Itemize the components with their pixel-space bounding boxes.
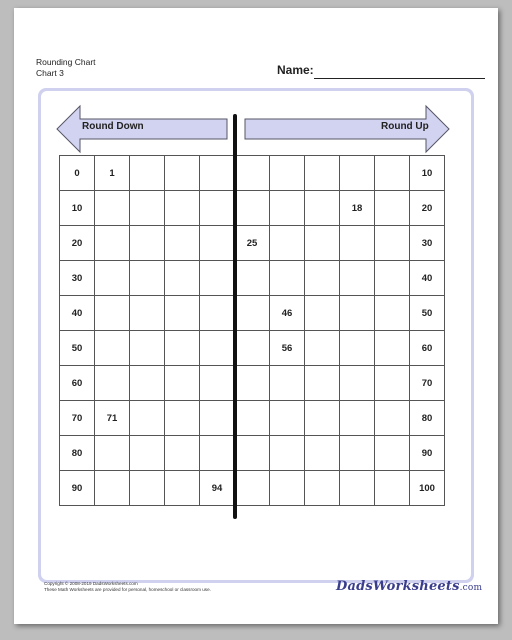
grid-cell: 60 bbox=[60, 366, 95, 401]
grid-cell bbox=[165, 471, 200, 506]
grid-cell bbox=[305, 261, 340, 296]
grid-cell bbox=[340, 401, 375, 436]
grid-cell bbox=[165, 191, 200, 226]
grid-cell bbox=[375, 436, 410, 471]
logo-suffix: .com bbox=[459, 583, 483, 593]
grid-cell bbox=[235, 331, 270, 366]
table-row bbox=[60, 156, 445, 191]
grid-cell bbox=[305, 296, 340, 331]
grid-cell: 25 bbox=[235, 226, 270, 261]
grid-cell bbox=[235, 436, 270, 471]
grid-cell: 60 bbox=[410, 331, 445, 366]
table-row bbox=[60, 471, 445, 506]
grid-cell bbox=[270, 436, 305, 471]
round-up-label: Round Up bbox=[381, 121, 429, 132]
grid-cell bbox=[200, 156, 235, 191]
grid-cell: 40 bbox=[60, 296, 95, 331]
grid-cell bbox=[375, 261, 410, 296]
grid-cell bbox=[340, 331, 375, 366]
grid-cell bbox=[270, 261, 305, 296]
grid-cell bbox=[200, 366, 235, 401]
grid-cell bbox=[200, 191, 235, 226]
grid-cell bbox=[95, 296, 130, 331]
grid-cell bbox=[130, 436, 165, 471]
grid-cell bbox=[305, 191, 340, 226]
grid-cell: 100 bbox=[410, 471, 445, 506]
grid-cell bbox=[375, 401, 410, 436]
grid-cell: 80 bbox=[410, 401, 445, 436]
grid-cell bbox=[165, 226, 200, 261]
grid-cell bbox=[165, 366, 200, 401]
grid-cell bbox=[200, 226, 235, 261]
grid-cell bbox=[235, 156, 270, 191]
grid-cell bbox=[270, 156, 305, 191]
grid-cell bbox=[235, 401, 270, 436]
grid-cell: 46 bbox=[270, 296, 305, 331]
grid-cell: 30 bbox=[410, 226, 445, 261]
worksheet-title: Rounding Chart bbox=[36, 57, 96, 67]
grid-cell bbox=[95, 366, 130, 401]
grid-cell bbox=[375, 366, 410, 401]
grid-cell bbox=[130, 331, 165, 366]
grid-cell bbox=[165, 156, 200, 191]
grid-cell bbox=[340, 471, 375, 506]
grid-cell bbox=[165, 331, 200, 366]
grid-cell bbox=[270, 366, 305, 401]
grid-cell bbox=[305, 471, 340, 506]
grid-cell bbox=[270, 191, 305, 226]
grid-cell: 10 bbox=[60, 191, 95, 226]
table-row bbox=[60, 226, 445, 261]
grid-cell bbox=[200, 296, 235, 331]
grid-cell: 50 bbox=[410, 296, 445, 331]
table-row bbox=[60, 296, 445, 331]
grid-cell: 90 bbox=[410, 436, 445, 471]
grid-cell bbox=[305, 226, 340, 261]
grid-cell: 18 bbox=[340, 191, 375, 226]
dadsworksheets-logo bbox=[336, 579, 482, 594]
grid-cell bbox=[340, 226, 375, 261]
grid-cell bbox=[305, 436, 340, 471]
footer-text bbox=[44, 581, 211, 593]
grid-cell bbox=[200, 436, 235, 471]
grid-cell: 20 bbox=[410, 191, 445, 226]
grid-cell bbox=[130, 471, 165, 506]
grid-cell bbox=[130, 296, 165, 331]
grid-cell bbox=[235, 471, 270, 506]
grid-cell bbox=[340, 296, 375, 331]
grid-cell bbox=[375, 191, 410, 226]
table-row bbox=[60, 401, 445, 436]
grid-cell bbox=[235, 261, 270, 296]
grid-cell bbox=[305, 366, 340, 401]
grid-cell bbox=[340, 261, 375, 296]
grid-cell bbox=[130, 261, 165, 296]
grid-cell: 20 bbox=[60, 226, 95, 261]
grid-cell bbox=[340, 366, 375, 401]
grid-cell bbox=[165, 261, 200, 296]
grid-cell bbox=[270, 401, 305, 436]
table-row bbox=[60, 191, 445, 226]
grid-cell bbox=[235, 366, 270, 401]
table-row bbox=[60, 366, 445, 401]
grid-cell bbox=[95, 471, 130, 506]
grid-cell bbox=[130, 156, 165, 191]
name-label: Name: bbox=[277, 63, 314, 77]
worksheet-page bbox=[14, 8, 498, 624]
grid-cell bbox=[235, 296, 270, 331]
grid-cell bbox=[95, 436, 130, 471]
grid-cell bbox=[375, 471, 410, 506]
grid-cell bbox=[305, 331, 340, 366]
grid-cell bbox=[95, 331, 130, 366]
grid-cell bbox=[375, 331, 410, 366]
grid-cell bbox=[200, 261, 235, 296]
grid-cell bbox=[165, 436, 200, 471]
grid-cell bbox=[375, 226, 410, 261]
round-down-label: Round Down bbox=[82, 121, 144, 132]
grid-cell bbox=[235, 191, 270, 226]
logo-text: DadsWorksheets bbox=[336, 579, 460, 594]
grid-cell: 0 bbox=[60, 156, 95, 191]
grid-cell bbox=[305, 401, 340, 436]
table-row bbox=[60, 331, 445, 366]
grid-cell bbox=[165, 401, 200, 436]
grid-cell: 50 bbox=[60, 331, 95, 366]
table-row bbox=[60, 261, 445, 296]
grid-cell bbox=[165, 296, 200, 331]
grid-cell bbox=[95, 261, 130, 296]
grid-cell bbox=[375, 296, 410, 331]
center-divider-line bbox=[233, 114, 237, 519]
grid-cell bbox=[270, 226, 305, 261]
grid-cell: 1 bbox=[95, 156, 130, 191]
table-row bbox=[60, 436, 445, 471]
grid-cell bbox=[130, 366, 165, 401]
grid-cell: 90 bbox=[60, 471, 95, 506]
grid-cell: 10 bbox=[410, 156, 445, 191]
grid-cell bbox=[340, 156, 375, 191]
grid-cell: 94 bbox=[200, 471, 235, 506]
grid-cell: 71 bbox=[95, 401, 130, 436]
grid-cell bbox=[95, 226, 130, 261]
grid-cell bbox=[375, 156, 410, 191]
worksheet-subtitle: Chart 3 bbox=[36, 68, 64, 78]
grid-cell bbox=[130, 401, 165, 436]
grid-cell bbox=[130, 226, 165, 261]
grid-cell bbox=[340, 436, 375, 471]
grid-cell: 70 bbox=[60, 401, 95, 436]
grid-cell: 80 bbox=[60, 436, 95, 471]
copyright-text: Copyright © 2008-2019 DadsWorksheets.com bbox=[44, 581, 138, 586]
grid-cell bbox=[305, 156, 340, 191]
grid-cell bbox=[130, 191, 165, 226]
grid-cell: 70 bbox=[410, 366, 445, 401]
rounding-grid bbox=[59, 155, 445, 506]
grid-cell bbox=[95, 191, 130, 226]
grid-cell: 40 bbox=[410, 261, 445, 296]
usage-text: These Math Worksheets are provided for personal, homeschool or classroom use. bbox=[44, 587, 211, 592]
grid-cell bbox=[270, 471, 305, 506]
grid-cell: 56 bbox=[270, 331, 305, 366]
grid-cell bbox=[200, 331, 235, 366]
grid-cell: 30 bbox=[60, 261, 95, 296]
grid-cell bbox=[200, 401, 235, 436]
